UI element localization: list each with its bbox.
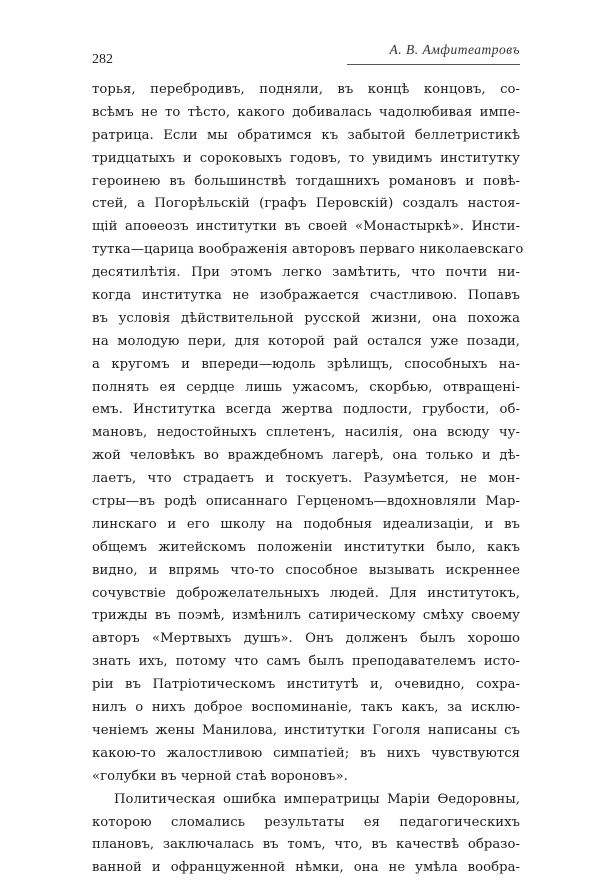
text-line: ванной и офранцуженной нѣмки, она не умѣла вообра- [92, 860, 520, 876]
text-line: нилъ о нихъ доброе воспоминаніе, такъ какъ, за исклю- [92, 700, 520, 716]
text-line: мановъ, недостойныхъ сплетенъ, насилія, она всюду чу- [92, 425, 520, 441]
text-line: полнять ея сердце лишь ужасомъ, скорбью, отвращені- [92, 379, 520, 395]
text-line: десятилѣтія. При этомъ легко замѣтить, что почти ни- [92, 265, 520, 281]
text-line: общемъ житейскомъ положеніи институтки было, какъ [92, 539, 520, 555]
page-number: 282 [92, 52, 113, 67]
text-line: стры—въ родѣ описаннаго Герценомъ—вдохновляли Мар- [92, 494, 520, 510]
text-line: ченіемъ жены Манилова, институтки Гоголя написаны съ [92, 722, 520, 738]
text-line: ріи въ Патріотическомъ институтѣ и, очевидно, сохра- [92, 677, 520, 693]
text-line: плановъ, заключалась въ томъ, что, въ качествѣ образо- [92, 837, 520, 853]
text-line: лаетъ, что страдаетъ и тоскуетъ. Разумѣется, не мон- [92, 471, 520, 487]
text-line: тридцатыхъ и сороковыхъ годовъ, то увидимъ институтку [92, 150, 520, 166]
text-line: авторъ «Мертвыхъ душъ». Онъ долженъ былъ хорошо [92, 631, 520, 647]
text-line: въ условія дѣйствительной русской жизни, она похожа [92, 310, 520, 326]
text-line: когда институтка не изображается счастливою. Попавъ [92, 288, 520, 304]
text-line: которою сломались результаты ея педагогическихъ [92, 814, 520, 830]
text-line: щій апоѳеозъ институтки въ своей «Монастыркѣ». Инсти- [92, 219, 520, 235]
text-line: трижды въ поэмѣ, измѣнилъ сатирическому смѣху своему [92, 608, 520, 624]
text-line: на молодую пери, для которой рай остался уже позади, [92, 333, 520, 349]
body-text [92, 79, 524, 880]
text-line: стей, а Погорѣльскій (графъ Перовскій) создалъ настоя- [92, 196, 520, 212]
text-line: торья, перебродивъ, подняли, въ концѣ концовъ, со- [92, 82, 520, 97]
text-line: «голубки въ черной стаѣ вороновъ». [92, 768, 348, 784]
text-line: сочувствіе доброжелательныхъ людей. Для институтокъ, [92, 585, 520, 601]
text-line: жой человѣкъ во враждебномъ лагерѣ, она только и дѣ- [92, 448, 520, 464]
text-line: ратрица. Если мы обратимся къ забытой беллетристикѣ [92, 127, 520, 143]
text-line: всѣмъ не то тѣсто, какого добивалась чадолюбивая импе- [92, 104, 520, 120]
text-line: какою-то жалостливою симпатіей; въ нихъ чувствуются [92, 745, 520, 761]
text-line: линскаго и его школу на подобныя идеализаціи, и въ [92, 516, 520, 532]
text-line: видно, и впрямь что-то способное вызывать искреннее [92, 562, 520, 578]
text-line: Политическая ошибка императрицы Маріи Ѳедоровны, [114, 791, 520, 807]
header-rule [347, 64, 520, 65]
text-line: а кругомъ и впереди—юдоль зрѣлищъ, способныхъ на- [92, 356, 520, 372]
text-line: героинею въ большинствѣ тогдашнихъ романовъ и повѣ- [92, 173, 520, 189]
page-header [92, 40, 520, 67]
text-line: емъ. Институтка всегда жертва подлости, грубости, об- [92, 402, 520, 418]
text-line: тутка—царица воображенія авторовъ перваго николаевскаго [92, 242, 524, 258]
text-line: знать ихъ, потому что самъ былъ преподавателемъ исто- [92, 654, 520, 670]
running-head: А. В. Амфитеатровъ [389, 42, 520, 57]
